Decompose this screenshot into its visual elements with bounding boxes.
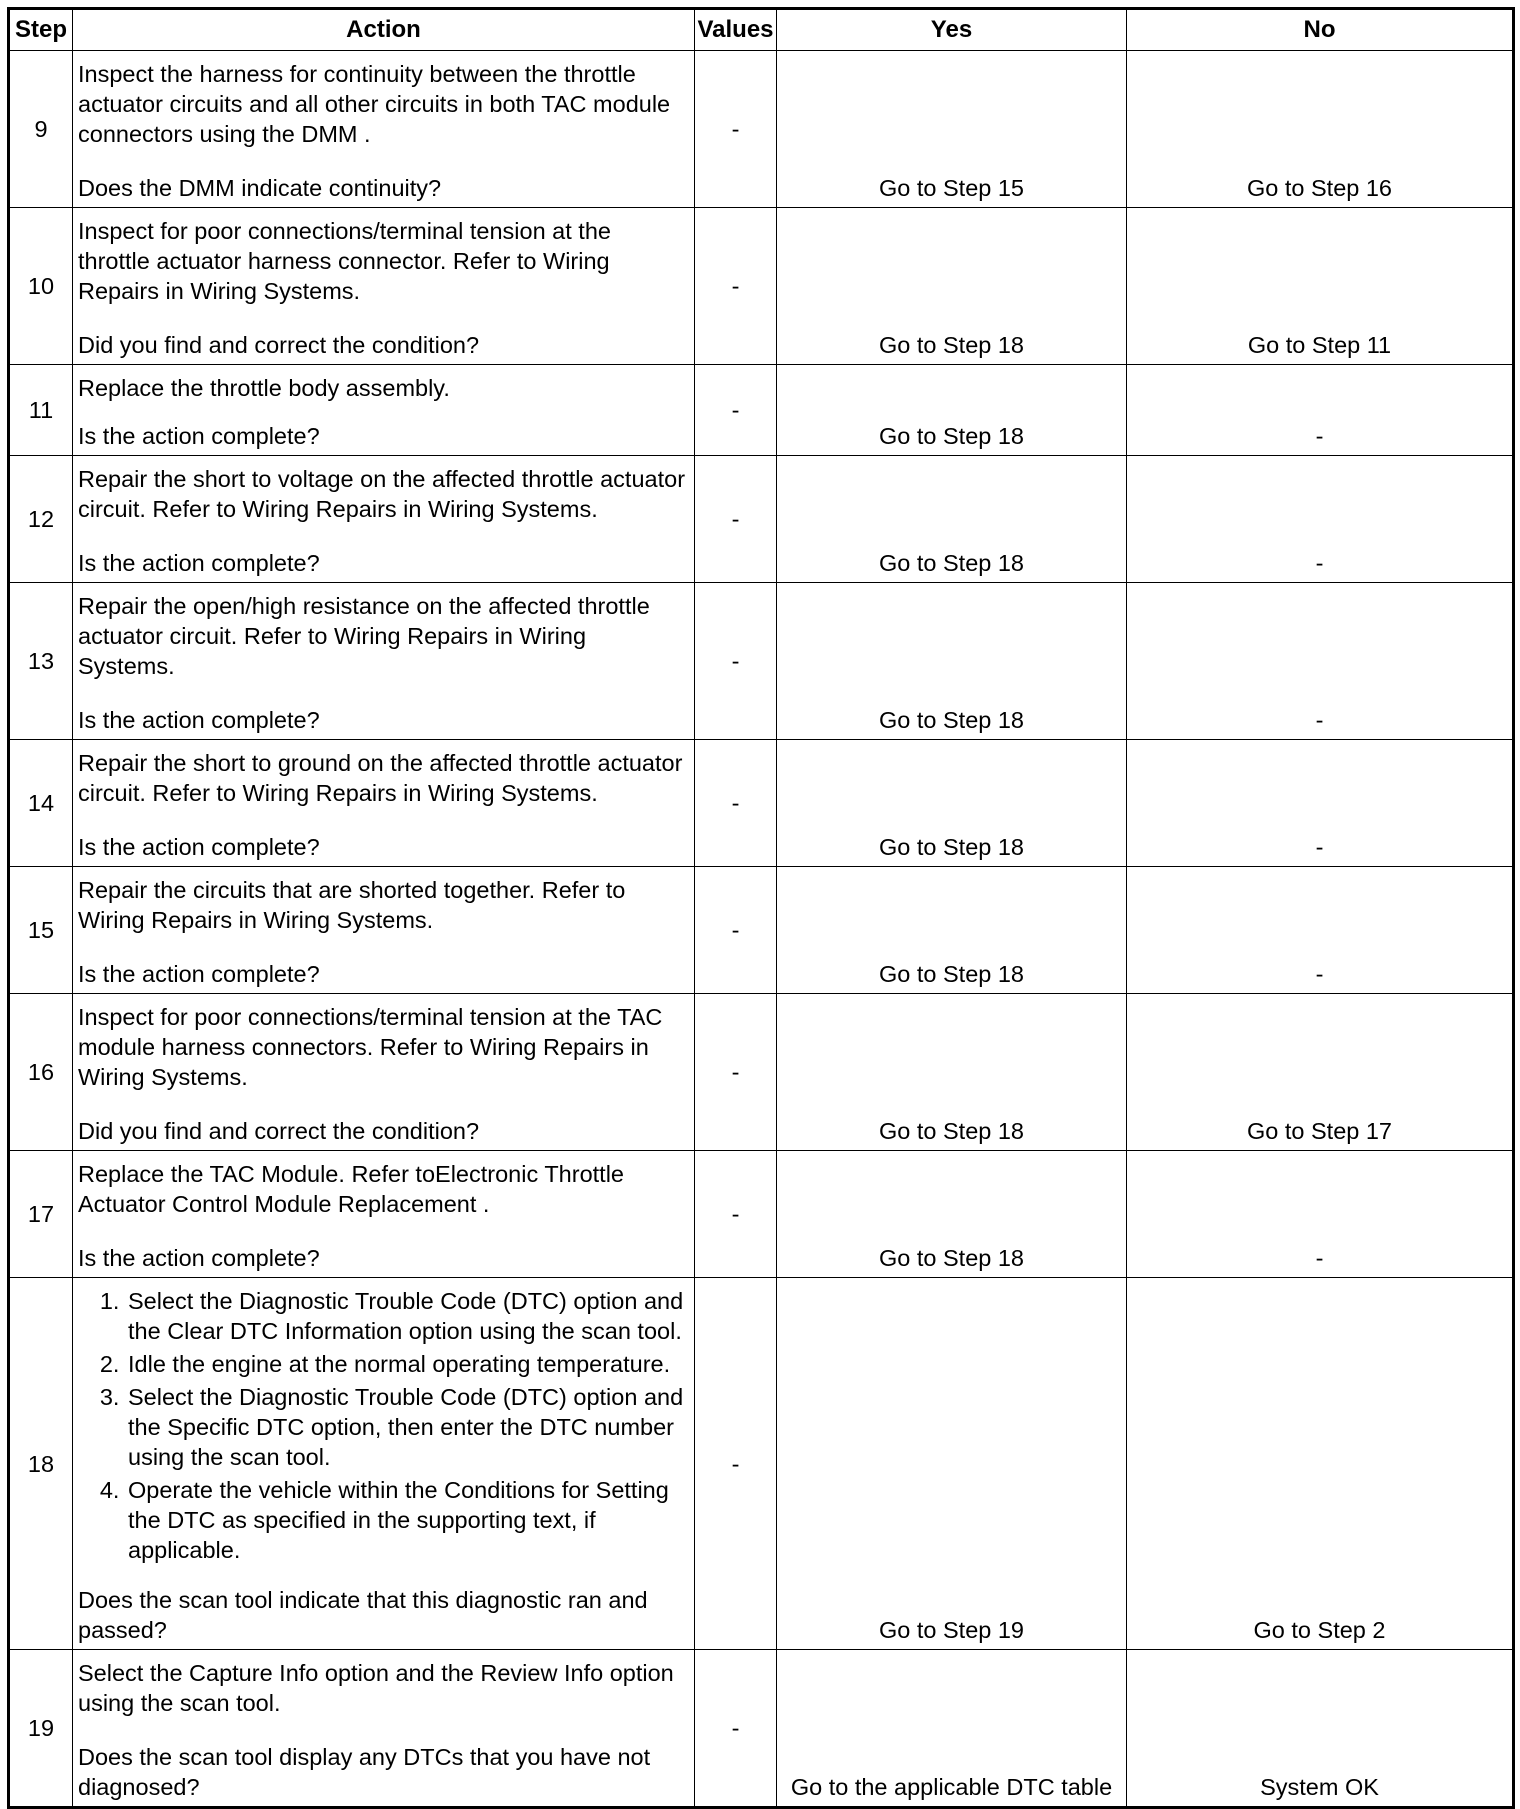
action-cell xyxy=(73,456,695,583)
step-number: 12 xyxy=(9,456,73,583)
action-cell xyxy=(73,51,695,208)
values-cell: - xyxy=(695,1151,777,1278)
action-question: Does the scan tool display any DTCs that you have not diagnosed? xyxy=(78,1744,651,1800)
header-step: Step xyxy=(9,9,73,51)
action-question: Is the action complete? xyxy=(78,707,320,733)
values-cell: - xyxy=(695,208,777,365)
values-cell: - xyxy=(695,1278,777,1650)
yes-cell: Go to Step 18 xyxy=(777,365,1127,456)
action-question: Does the DMM indicate continuity? xyxy=(78,175,442,201)
list-item: 2. Idle the engine at the normal operating temperature. xyxy=(126,1349,688,1379)
values-cell: - xyxy=(695,740,777,867)
step-number: 19 xyxy=(9,1650,73,1808)
step-number: 14 xyxy=(9,740,73,867)
diagnostic-document xyxy=(7,7,1512,1809)
action-question: Is the action complete? xyxy=(78,550,320,576)
table-row xyxy=(9,456,1514,583)
header-yes: Yes xyxy=(777,9,1127,51)
action-cell xyxy=(73,867,695,994)
no-cell: - xyxy=(1127,583,1514,740)
action-text: Replace the throttle body assembly. xyxy=(78,375,450,401)
values-cell: - xyxy=(695,456,777,583)
table-row xyxy=(9,365,1514,456)
action-steps-list xyxy=(78,1286,688,1565)
step-number: 18 xyxy=(9,1278,73,1650)
table-row xyxy=(9,51,1514,208)
header-row xyxy=(9,9,1514,51)
action-question: Is the action complete? xyxy=(78,961,320,987)
no-cell: - xyxy=(1127,867,1514,994)
action-cell xyxy=(73,365,695,456)
table-row xyxy=(9,1278,1514,1650)
action-text: Repair the short to ground on the affected throttle actuator circuit. Refer to Wiring Repairs in Wiring Systems. xyxy=(78,750,683,806)
step-number: 17 xyxy=(9,1151,73,1278)
values-cell: - xyxy=(695,1650,777,1808)
header-values: Values xyxy=(695,9,777,51)
no-cell: Go to Step 17 xyxy=(1127,994,1514,1151)
step-number: 11 xyxy=(9,365,73,456)
yes-cell: Go to the applicable DTC table xyxy=(777,1650,1127,1808)
action-text: Inspect for poor connections/terminal tension at the throttle actuator harness connector. Refer to Wiring Repairs in Wiring Systems. xyxy=(78,218,611,304)
list-item: 3. Select the Diagnostic Trouble Code (DTC) option and the Specific DTC option, then enter the DTC number using the scan tool. xyxy=(126,1382,688,1472)
action-question: Does the scan tool indicate that this diagnostic ran and passed? xyxy=(78,1587,648,1643)
values-cell: - xyxy=(695,51,777,208)
no-cell: Go to Step 2 xyxy=(1127,1278,1514,1650)
header-action: Action xyxy=(73,9,695,51)
no-cell: - xyxy=(1127,365,1514,456)
header-no: No xyxy=(1127,9,1514,51)
table-row xyxy=(9,208,1514,365)
no-cell: - xyxy=(1127,740,1514,867)
yes-cell: Go to Step 18 xyxy=(777,740,1127,867)
no-cell: - xyxy=(1127,1151,1514,1278)
action-question: Is the action complete? xyxy=(78,1245,320,1271)
no-cell: - xyxy=(1127,456,1514,583)
action-question: Is the action complete? xyxy=(78,423,320,449)
no-cell: Go to Step 11 xyxy=(1127,208,1514,365)
action-text: Replace the TAC Module. Refer toElectronic Throttle Actuator Control Module Replacement . xyxy=(78,1161,624,1217)
action-cell xyxy=(73,583,695,740)
action-text: Repair the open/high resistance on the affected throttle actuator circuit. Refer to Wiring Repairs in Wiring Systems. xyxy=(78,593,650,679)
table-row xyxy=(9,740,1514,867)
values-cell: - xyxy=(695,365,777,456)
yes-cell: Go to Step 18 xyxy=(777,994,1127,1151)
yes-cell: Go to Step 18 xyxy=(777,208,1127,365)
list-item: 1. Select the Diagnostic Trouble Code (DTC) option and the Clear DTC Information option using the scan tool. xyxy=(126,1286,688,1346)
step-number: 9 xyxy=(9,51,73,208)
action-text: Repair the circuits that are shorted together. Refer to Wiring Repairs in Wiring Systems. xyxy=(78,877,626,933)
values-cell: - xyxy=(695,867,777,994)
action-cell xyxy=(73,208,695,365)
yes-cell: Go to Step 19 xyxy=(777,1278,1127,1650)
action-cell xyxy=(73,740,695,867)
action-cell xyxy=(73,1650,695,1808)
yes-cell: Go to Step 18 xyxy=(777,867,1127,994)
action-question: Did you find and correct the condition? xyxy=(78,332,480,358)
diagnostic-table xyxy=(7,7,1515,1809)
action-cell xyxy=(73,1278,695,1650)
action-text: Inspect for poor connections/terminal tension at the TAC module harness connectors. Refer to Wiring Repairs in Wiring Systems. xyxy=(78,1004,663,1090)
step-number: 16 xyxy=(9,994,73,1151)
table-row xyxy=(9,1650,1514,1808)
table-row xyxy=(9,1151,1514,1278)
action-question: Is the action complete? xyxy=(78,834,320,860)
step-number: 10 xyxy=(9,208,73,365)
action-question: Did you find and correct the condition? xyxy=(78,1118,480,1144)
table-row xyxy=(9,583,1514,740)
table-row xyxy=(9,867,1514,994)
no-cell: Go to Step 16 xyxy=(1127,51,1514,208)
action-cell xyxy=(73,1151,695,1278)
step-number: 13 xyxy=(9,583,73,740)
step-number: 15 xyxy=(9,867,73,994)
table-row xyxy=(9,994,1514,1151)
list-item: 4. Operate the vehicle within the Conditions for Setting the DTC as specified in the supporting text, if applicable. xyxy=(126,1475,688,1565)
action-cell xyxy=(73,994,695,1151)
action-text: Inspect the harness for continuity between the throttle actuator circuits and all other circuits in both TAC module connectors using the DMM . xyxy=(78,61,671,147)
values-cell: - xyxy=(695,994,777,1151)
yes-cell: Go to Step 18 xyxy=(777,456,1127,583)
yes-cell: Go to Step 18 xyxy=(777,583,1127,740)
action-text: Select the Capture Info option and the Review Info option using the scan tool. xyxy=(78,1660,674,1716)
values-cell: - xyxy=(695,583,777,740)
table-body xyxy=(9,51,1514,1808)
yes-cell: Go to Step 18 xyxy=(777,1151,1127,1278)
yes-cell: Go to Step 15 xyxy=(777,51,1127,208)
no-cell: System OK xyxy=(1127,1650,1514,1808)
action-text: Repair the short to voltage on the affected throttle actuator circuit. Refer to Wiring Repairs in Wiring Systems. xyxy=(78,466,686,522)
